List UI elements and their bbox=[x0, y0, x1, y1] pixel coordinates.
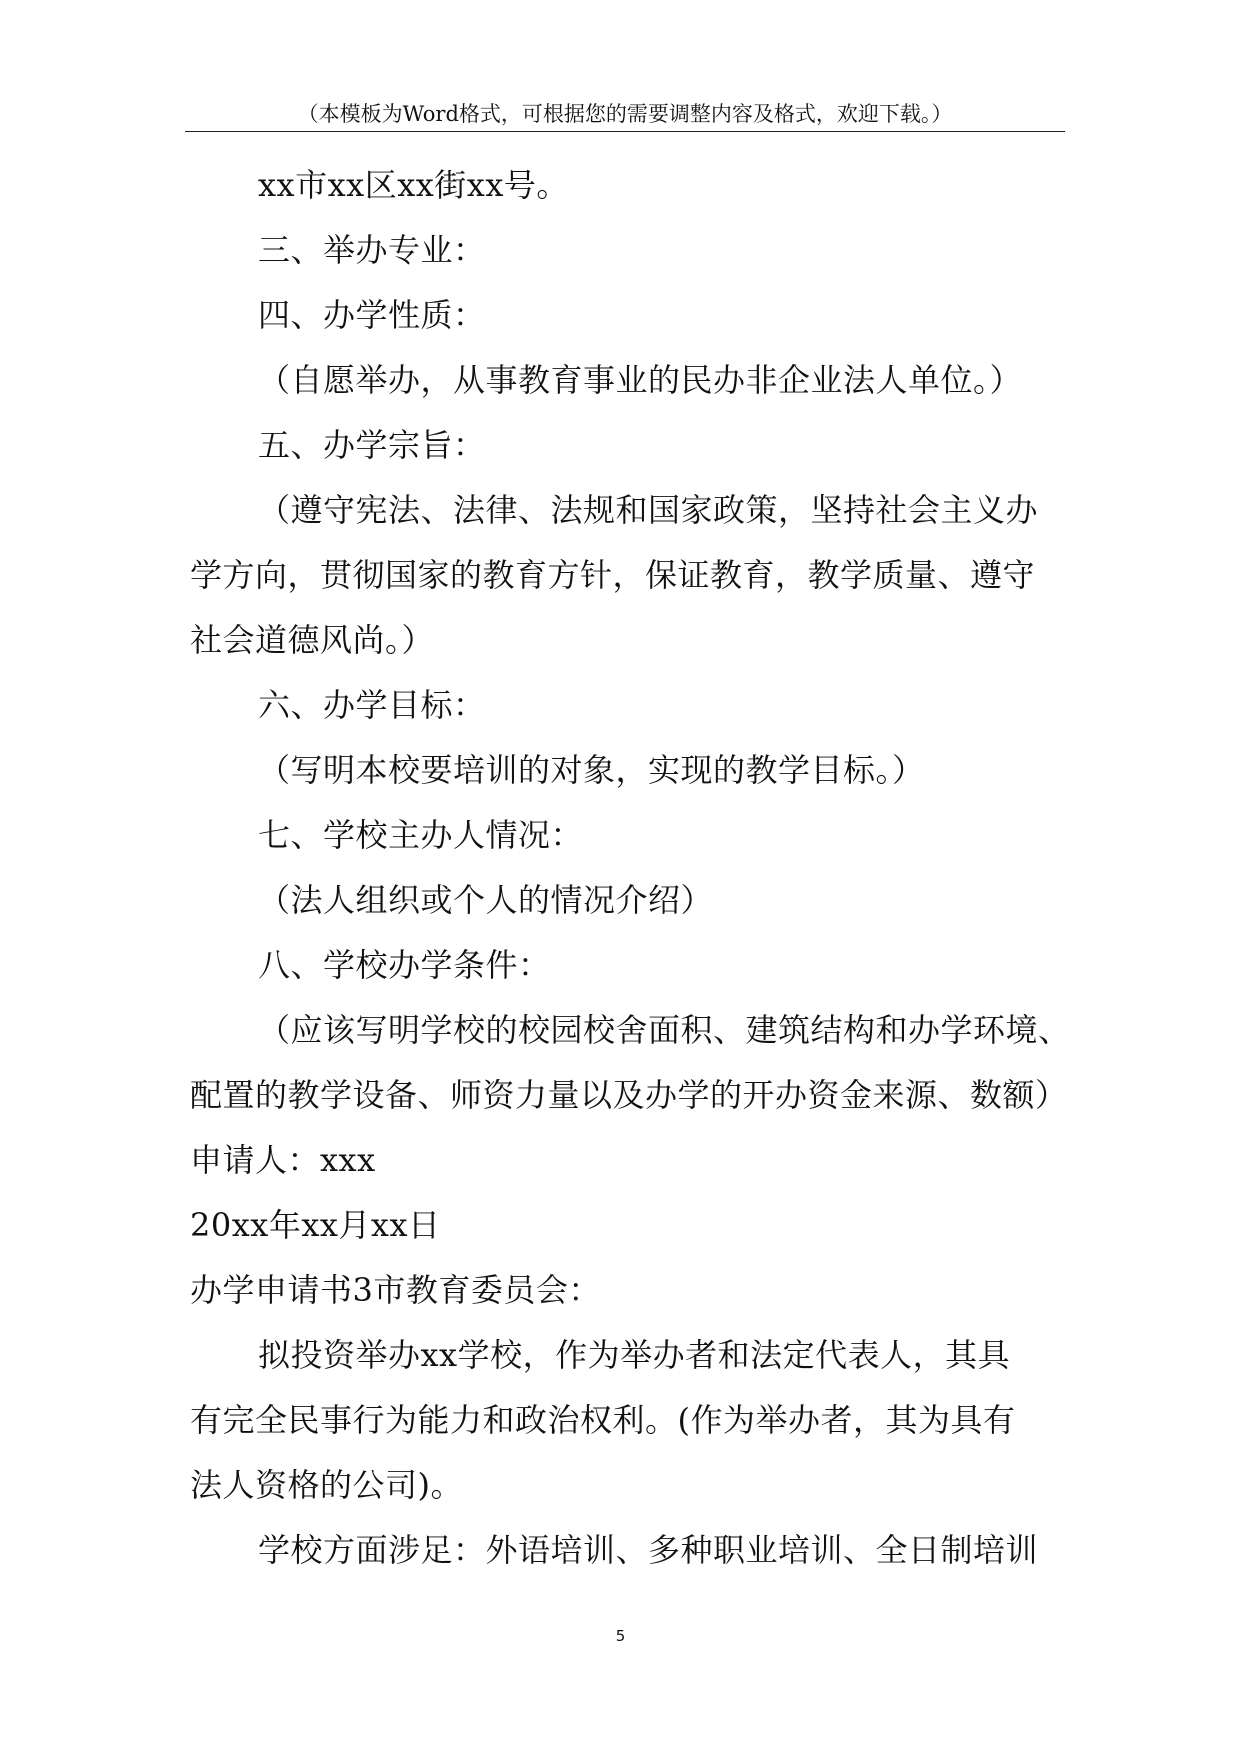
body-line: （应该写明学校的校园校舍面积、建筑结构和办学环境、 bbox=[258, 1011, 1071, 1049]
body-line: 办学申请书3市教育委员会： bbox=[190, 1271, 601, 1309]
body-line: 有完全民事行为能力和政治权利。(作为举办者，其为具有 bbox=[190, 1401, 1016, 1439]
applicant-line: 申请人：xxx bbox=[190, 1141, 376, 1179]
section-heading: 六、办学目标： bbox=[258, 686, 486, 724]
body-line: （自愿举办，从事教育事业的民办非企业法人单位。） bbox=[258, 361, 1023, 399]
body-line: （写明本校要培训的对象，实现的教学目标。） bbox=[258, 751, 925, 789]
header-divider bbox=[185, 131, 1065, 132]
body-line: 学校方面涉足：外语培训、多种职业培训、全日制培训 bbox=[258, 1531, 1039, 1569]
section-heading: 四、办学性质： bbox=[258, 296, 486, 334]
body-line: 社会道德风尚。） bbox=[190, 621, 435, 659]
section-heading: 七、学校主办人情况： bbox=[258, 816, 584, 854]
body-line: （遵守宪法、法律、法规和国家政策，坚持社会主义办 bbox=[258, 491, 1039, 529]
body-line: 学方向，贯彻国家的教育方针，保证教育，教学质量、遵守 bbox=[190, 556, 1036, 594]
section-heading: 五、办学宗旨： bbox=[258, 426, 486, 464]
section-heading: 三、举办专业： bbox=[258, 231, 486, 269]
header-note: （本模板为Word格式，可根据您的需要调整内容及格式，欢迎下载。） bbox=[297, 102, 953, 126]
body-line: （法人组织或个人的情况介绍） bbox=[258, 881, 714, 919]
section-heading: 八、学校办学条件： bbox=[258, 946, 551, 984]
body-line: 配置的教学设备、师资力量以及办学的开办资金来源、数额） bbox=[190, 1076, 1068, 1114]
body-line: 拟投资举办xx学校，作为举办者和法定代表人，其具 bbox=[258, 1336, 1011, 1374]
page-number: 5 bbox=[615, 1627, 626, 1645]
body-line: xx市xx区xx街xx号。 bbox=[258, 166, 569, 204]
date-line: 20xx年xx月xx日 bbox=[190, 1206, 441, 1244]
body-line: 法人资格的公司)。 bbox=[190, 1466, 463, 1504]
